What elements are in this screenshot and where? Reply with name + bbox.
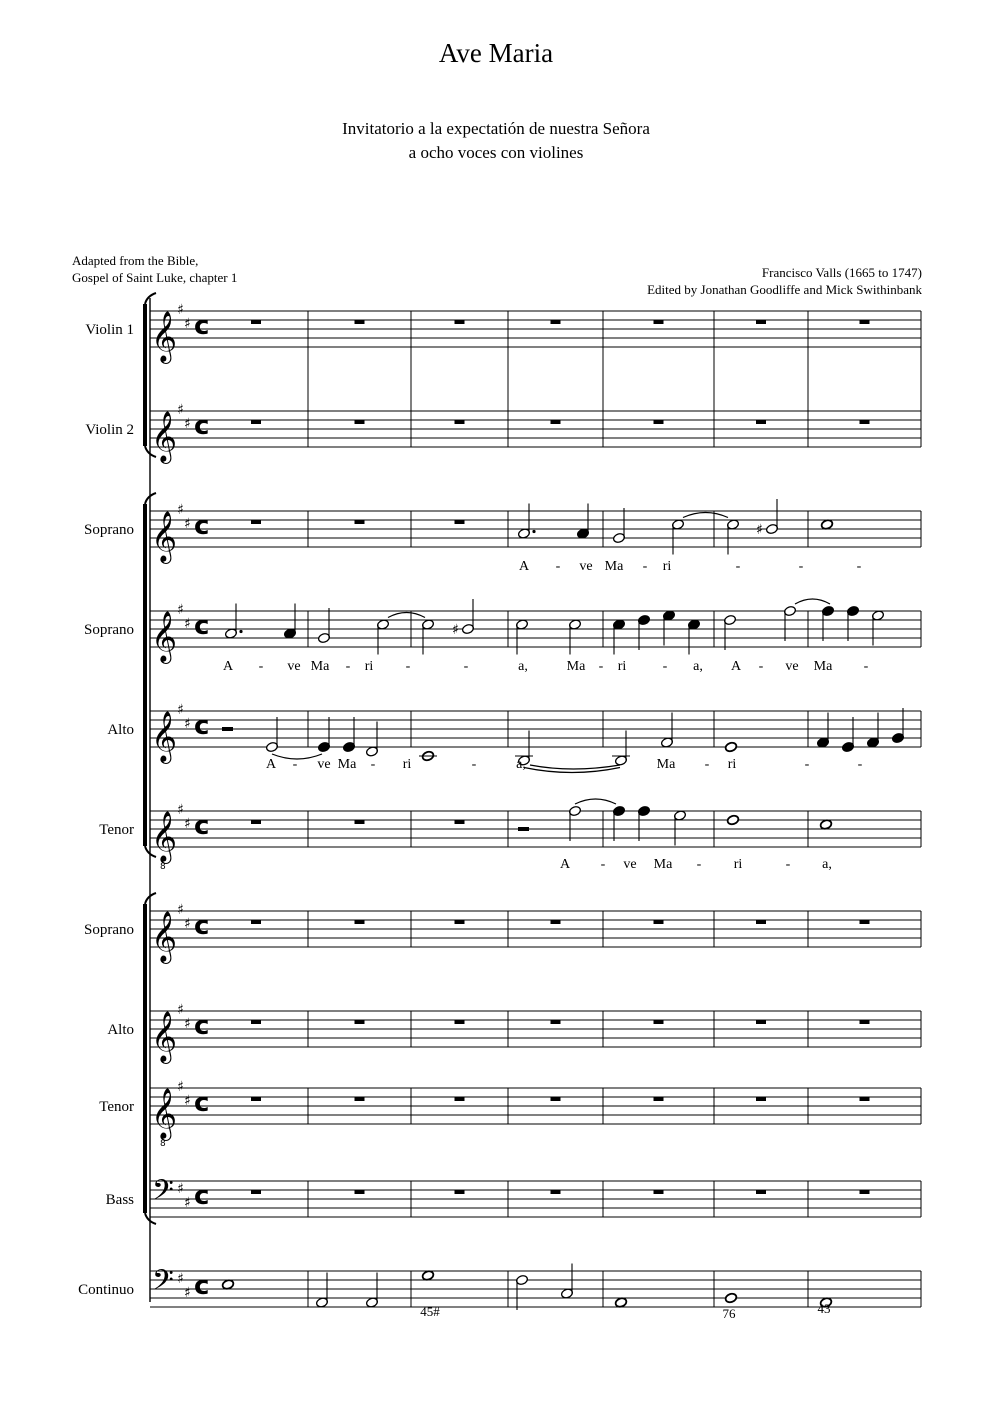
staff-10 [150, 1181, 921, 1217]
sharp-icon: ♯ [177, 1079, 184, 1095]
whole-rest-icon [355, 1190, 365, 1194]
whole-rest-icon [355, 520, 365, 524]
staff-label-3: Soprano [84, 522, 134, 538]
whole-note [421, 1270, 434, 1281]
quarter-note [891, 708, 904, 744]
half-note [265, 717, 278, 753]
whole-rest-icon [551, 1097, 561, 1101]
staff-label-10: Bass [105, 1192, 134, 1208]
quarter-note [637, 805, 650, 841]
sharp-icon: ♯ [184, 616, 191, 632]
lyric-syllable: a, [822, 857, 832, 872]
staff-11 [150, 1271, 921, 1307]
lyric-syllable: - [642, 559, 648, 574]
whole-rest-icon [355, 420, 365, 424]
whole-note [614, 1297, 627, 1308]
staff-7 [150, 911, 921, 947]
sharp-icon: ♯ [184, 716, 191, 732]
whole-rest-icon [756, 320, 766, 324]
bracket-choir-2-bar [143, 904, 147, 1213]
lyric-syllable: ve [287, 659, 301, 674]
whole-rest-icon [455, 920, 465, 924]
whole-rest-icon [654, 1097, 664, 1101]
notehead [819, 819, 832, 830]
sharp-icon: ♯ [177, 502, 184, 518]
half-rest-icon [518, 827, 529, 831]
lyric-syllable: ri [727, 757, 737, 772]
page-title: Ave Maria [438, 38, 554, 68]
lyric-syllable: - [598, 659, 604, 674]
quarter-note [637, 614, 650, 650]
whole-rest-icon [860, 1020, 870, 1024]
common-time-icon: c [194, 311, 210, 341]
whole-rest-icon [551, 320, 561, 324]
half-note [317, 608, 330, 644]
whole-rest-icon [756, 1020, 766, 1024]
sharp-icon: ♯ [177, 1271, 184, 1287]
lyric-syllable: A [222, 659, 234, 674]
sharp-icon: ♯ [184, 1285, 191, 1301]
figured-bass-number: 45# [420, 1304, 440, 1319]
whole-rest-icon [860, 1097, 870, 1101]
quarter-note [821, 605, 834, 641]
whole-rest-icon [551, 1020, 561, 1024]
whole-rest-icon [455, 1020, 465, 1024]
whole-rest-icon [551, 1190, 561, 1194]
lyric-syllable: - [463, 659, 469, 674]
common-time-icon: c [194, 611, 210, 641]
quarter-note [866, 713, 879, 749]
common-time-icon: c [194, 811, 210, 841]
whole-rest-icon [455, 420, 465, 424]
staff-8 [150, 1011, 921, 1047]
lyric-syllable: - [758, 659, 764, 674]
common-time-icon: c [194, 1181, 210, 1211]
whole-note [724, 1292, 737, 1303]
half-note [660, 713, 673, 749]
lyric-syllable: - [405, 659, 411, 674]
quarter-note [846, 605, 859, 641]
sharp-icon: ♯ [184, 1093, 191, 1109]
sharp-icon: ♯ [177, 302, 184, 318]
half-note [224, 604, 242, 640]
half-note [568, 619, 581, 655]
whole-rest-icon [654, 920, 664, 924]
treble-clef-icon: 𝄞 [151, 811, 178, 862]
octave-8-icon: 8 [160, 862, 166, 872]
tie [388, 613, 425, 618]
whole-rest-icon [251, 1020, 261, 1024]
bass-clef-icon: 𝄢 [152, 1174, 174, 1214]
quarter-note [317, 717, 330, 753]
half-note [421, 619, 434, 655]
lyric-syllable: A [518, 559, 530, 574]
tie [795, 599, 830, 604]
whole-rest-icon [455, 1097, 465, 1101]
staff-3 [150, 511, 921, 547]
lyric-syllable: - [856, 559, 862, 574]
common-time-icon: c [194, 1011, 210, 1041]
notehead [726, 814, 739, 825]
staff-label-2: Violin 2 [85, 422, 134, 438]
sharp-icon: ♯ [177, 1181, 184, 1197]
lyric-syllable: a, [518, 659, 528, 674]
treble-clef-icon: 𝄞 [151, 1011, 178, 1062]
lyric-syllable: Ma [310, 659, 330, 674]
whole-rest-icon [455, 1190, 465, 1194]
half-note [612, 508, 625, 544]
lyric-syllable: - [696, 857, 702, 872]
sharp-icon: ♯ [184, 1195, 191, 1211]
whole-note [221, 1279, 234, 1290]
whole-rest-icon [251, 1097, 261, 1101]
half-note [673, 810, 686, 846]
half-note [461, 599, 474, 635]
quarter-note [576, 504, 589, 540]
lyric-syllable: Ma [337, 757, 357, 772]
whole-rest-icon [355, 320, 365, 324]
whole-rest-icon [756, 420, 766, 424]
treble-clef-icon: 𝄞 [151, 311, 178, 362]
half-note [515, 1274, 528, 1310]
treble-clef-icon: 𝄞 [151, 611, 178, 662]
staff-6 [150, 811, 921, 847]
half-note [871, 610, 884, 646]
notehead [724, 741, 737, 752]
notehead [221, 1279, 234, 1290]
lyric-syllable: ve [579, 559, 593, 574]
lyric-syllable: - [662, 659, 668, 674]
common-time-icon: c [194, 911, 210, 941]
lyric-syllable: - [258, 659, 264, 674]
lyric-syllable: ri [402, 757, 412, 772]
lyric-syllable: A [559, 857, 571, 872]
sharp-icon: ♯ [184, 916, 191, 932]
staff-label-5: Alto [107, 722, 134, 738]
whole-rest-icon [860, 420, 870, 424]
half-note [765, 499, 778, 535]
half-note [376, 619, 389, 655]
lyric-syllable: - [735, 559, 741, 574]
quarter-note [342, 717, 355, 753]
lyric-syllable: a, [693, 659, 703, 674]
sharp-icon: ♯ [184, 816, 191, 832]
lyric-syllable: ri [364, 659, 374, 674]
whole-note [419, 750, 437, 761]
sharp-icon: ♯ [177, 402, 184, 418]
treble-clef-icon: 𝄞 [151, 511, 178, 562]
lyric-syllable: - [370, 757, 376, 772]
subtitle-line-2: a ocho voces con violines [408, 143, 584, 162]
common-time-icon: c [194, 411, 210, 441]
quarter-note [283, 604, 296, 640]
staff-9 [150, 1088, 921, 1124]
lyric-syllable: - [704, 757, 710, 772]
whole-rest-icon [251, 420, 261, 424]
lyric-syllable: ri [733, 857, 743, 872]
staff-label-7: Soprano [84, 922, 134, 938]
accidental-sharp-icon: ♯ [452, 622, 459, 638]
whole-rest-icon [860, 1190, 870, 1194]
half-note [723, 614, 736, 650]
treble-clef-icon: 𝄞 [151, 711, 178, 762]
treble-clef-icon: 𝄞 [151, 911, 178, 962]
lyricist-line-1: Adapted from the Bible, [72, 253, 199, 268]
common-time-icon: c [194, 1271, 210, 1301]
sharp-icon: ♯ [177, 702, 184, 718]
lyric-syllable: ve [317, 757, 331, 772]
whole-rest-icon [355, 820, 365, 824]
half-rest-icon [222, 727, 233, 731]
treble-clef-icon: 𝄞 [151, 411, 178, 462]
staff-label-1: Violin 1 [85, 322, 134, 338]
half-note [560, 1264, 573, 1300]
lyric-syllable: - [785, 857, 791, 872]
whole-rest-icon [355, 920, 365, 924]
whole-rest-icon [756, 1190, 766, 1194]
whole-rest-icon [756, 1097, 766, 1101]
lyricist-line-2: Gospel of Saint Luke, chapter 1 [72, 270, 238, 285]
whole-rest-icon [251, 320, 261, 324]
staff-label-8: Alto [107, 1022, 134, 1038]
half-note [671, 519, 684, 555]
editors-credit: Edited by Jonathan Goodliffe and Mick Swithinbank [647, 282, 922, 297]
bracket-choir-1-bar [143, 504, 147, 846]
lyric-syllable: ri [662, 559, 672, 574]
whole-rest-icon [455, 320, 465, 324]
whole-rest-icon [455, 520, 465, 524]
lyric-syllable: Ma [656, 757, 676, 772]
notehead [421, 1270, 434, 1281]
half-note [612, 731, 630, 767]
whole-rest-icon [654, 1190, 664, 1194]
half-note [315, 1273, 328, 1309]
quarter-note [816, 713, 829, 749]
accidental-sharp-icon: ♯ [756, 522, 763, 538]
whole-rest-icon [654, 420, 664, 424]
lyric-syllable: Ma [653, 857, 673, 872]
whole-rest-icon [551, 920, 561, 924]
half-note [365, 722, 378, 758]
composer-name: Francisco Valls (1665 to 1747) [761, 265, 922, 280]
staff-label-9: Tenor [99, 1099, 134, 1115]
lyric-syllable: - [292, 757, 298, 772]
dot [239, 630, 242, 633]
staff-label-6: Tenor [99, 822, 134, 838]
staff-5 [150, 711, 921, 747]
sharp-icon: ♯ [184, 416, 191, 432]
dot [532, 530, 535, 533]
sharp-icon: ♯ [177, 602, 184, 618]
half-note [783, 605, 796, 641]
lyric-syllable: - [857, 757, 863, 772]
half-note [517, 504, 535, 540]
whole-rest-icon [251, 920, 261, 924]
quarter-note [687, 619, 700, 655]
sharp-icon: ♯ [177, 802, 184, 818]
whole-rest-icon [860, 920, 870, 924]
notehead [724, 1292, 737, 1303]
lyric-syllable: ve [785, 659, 799, 674]
whole-note [819, 819, 832, 830]
sharp-icon: ♯ [184, 316, 191, 332]
sharp-icon: ♯ [184, 516, 191, 532]
lyric-elision [530, 765, 620, 769]
lyric-syllable: - [798, 559, 804, 574]
staff-2 [150, 411, 921, 447]
whole-note [724, 741, 737, 752]
whole-rest-icon [355, 1020, 365, 1024]
quarter-note [612, 619, 625, 655]
bass-clef-icon: 𝄢 [152, 1264, 174, 1304]
common-time-icon: c [194, 1088, 210, 1118]
notehead [614, 1297, 627, 1308]
lyric-syllable: A [265, 757, 277, 772]
whole-rest-icon [860, 320, 870, 324]
lyric-syllable: - [345, 659, 351, 674]
whole-rest-icon [654, 1020, 664, 1024]
quarter-note [662, 610, 675, 646]
sharp-icon: ♯ [177, 902, 184, 918]
half-note [365, 1273, 378, 1309]
sharp-icon: ♯ [177, 1002, 184, 1018]
staff-label-11: Continuo [78, 1282, 134, 1298]
octave-8-icon: 8 [160, 1139, 166, 1149]
notehead [820, 519, 833, 530]
sharp-icon: ♯ [184, 1016, 191, 1032]
common-time-icon: c [194, 711, 210, 741]
lyric-syllable: - [600, 857, 606, 872]
staff-4 [150, 611, 921, 647]
figured-bass-number: 43 [817, 1301, 831, 1316]
tie [575, 799, 616, 804]
lyric-syllable: Ma [566, 659, 586, 674]
whole-rest-icon [756, 920, 766, 924]
whole-rest-icon [455, 820, 465, 824]
lyric-syllable: Ma [813, 659, 833, 674]
lyric-syllable: a, [516, 757, 526, 772]
whole-rest-icon [654, 320, 664, 324]
lyric-syllable: A [730, 659, 742, 674]
lyric-syllable: ve [623, 857, 637, 872]
staff-1 [150, 311, 921, 347]
whole-rest-icon [551, 420, 561, 424]
half-note [515, 619, 528, 655]
figured-bass-number: 76 [722, 1306, 736, 1321]
lyric-syllable: - [804, 757, 810, 772]
half-note [726, 519, 739, 555]
half-note [568, 805, 581, 841]
whole-note [726, 814, 739, 825]
whole-rest-icon [251, 1190, 261, 1194]
lyric-syllable: Ma [604, 559, 624, 574]
lyric-syllable: - [555, 559, 561, 574]
tie [683, 513, 728, 518]
quarter-note [612, 805, 625, 841]
lyric-syllable: - [863, 659, 869, 674]
whole-note [820, 519, 833, 530]
bracket-violins-bar [143, 304, 147, 446]
whole-rest-icon [251, 520, 261, 524]
treble-clef-icon: 𝄞 [151, 1088, 178, 1139]
tie [524, 768, 620, 773]
quarter-note [841, 717, 854, 753]
lyric-syllable: - [471, 757, 477, 772]
common-time-icon: c [194, 511, 210, 541]
staff-label-4: Soprano [84, 622, 134, 638]
whole-rest-icon [251, 820, 261, 824]
lyric-syllable: ri [617, 659, 627, 674]
subtitle-line-1: Invitatorio a la expectatión de nuestra Señora [342, 119, 650, 138]
whole-rest-icon [355, 1097, 365, 1101]
